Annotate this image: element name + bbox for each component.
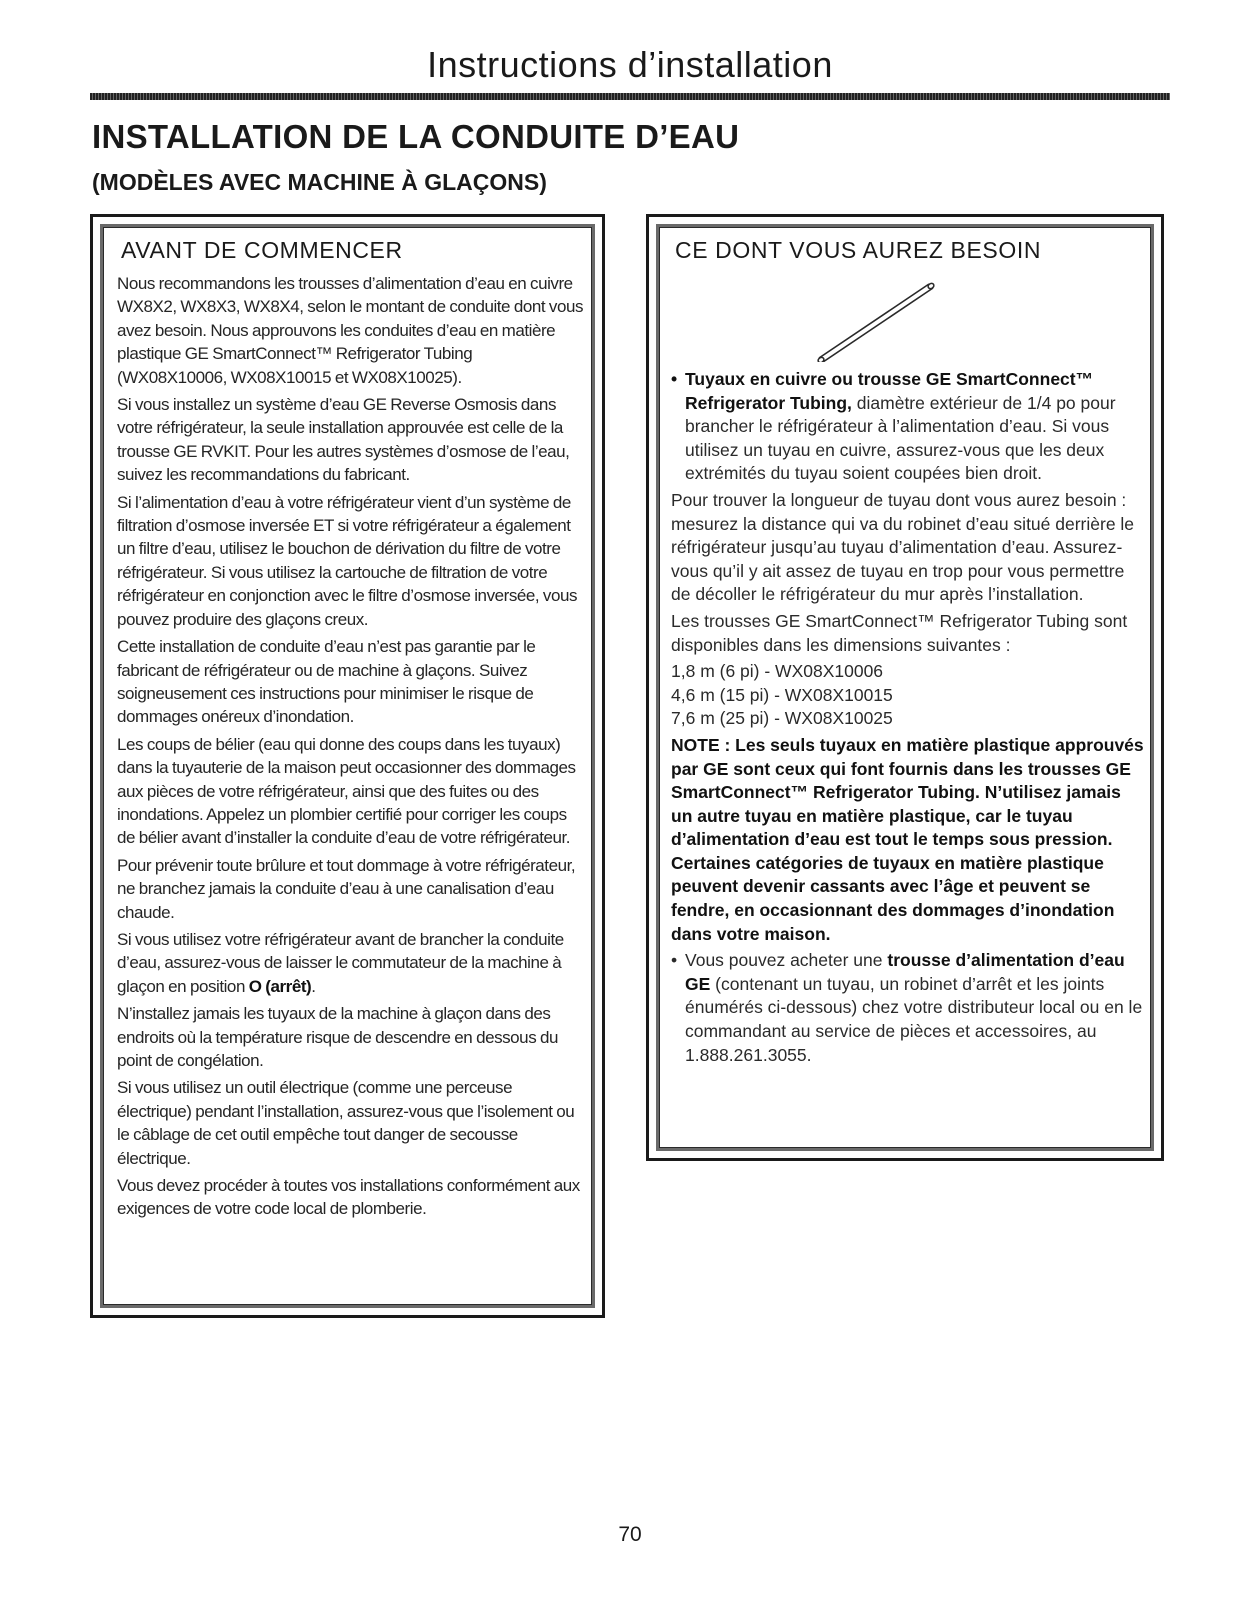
icemaker-switch-end: . xyxy=(311,976,316,996)
tube-length-paragraph: Pour trouver la longueur de tuyau dont vous aurez besoin : mesurez la distance qui va du robinet d’eau situé derrière le réfrigérateur jusqu’au tuyau d’alimentation d’eau. Assurez-vous qu’il y ait assez de tuyau en trop pour vous permettre de décoller le réfrigérateur du mur après l’installation. xyxy=(671,489,1135,605)
bullet-dot-icon: • xyxy=(671,369,678,389)
page-number: 70 xyxy=(618,1523,642,1546)
sizes-intro: Les trousses GE SmartConnect™ Refrigerator Tubing sont disponibles dans les dimensions suivantes : xyxy=(671,610,1128,655)
tubing-bullet-text: diamètre extérieur de 1/4 po pour brancher le réfrigérateur à l’alimentation d’eau. Si vous utilisez un tuyau en cuivre, assurez-vous que les deux extrémités du tuyau soient coupées bien droit. xyxy=(685,392,1116,484)
water-kit-pre: Vous pouvez acheter une xyxy=(685,950,883,971)
copper-tube-icon xyxy=(671,272,1151,362)
tube-illustration xyxy=(671,272,1145,362)
left-paragraph: Les coups de bélier (eau qui donne des coups dans les tuyaux) dans la tuyauterie de la maison peut occasionner des dommages aux pièces de votre réfrigérateur, ainsi que des fuites ou des inondations. Appelez un plombier certifié pour corriger les coups de bélier avant d’installer la conduite d’eau de votre réfrigérateur. xyxy=(117,734,576,848)
left-paragraph: Si vous utilisez un outil électrique (comme une perceuse électrique) pendant l’installation, assurez-vous que l’isolement ou le câblage de cet outil empêche tout danger de secousse électrique. xyxy=(117,1078,575,1168)
size-item: 4,6 m (15 pi) - WX08X10015 xyxy=(671,684,893,705)
left-paragraph: Si l’alimentation d’eau à votre réfrigérateur vient d’un système de filtration d’osmose inversée ET si votre réfrigérateur a également un filtre d’eau, utilisez le bouchon de dérivation du filtre de votre réfrigérateur. Si vous utilisez la cartouche de filtration de votre réfrigérateur en conjonction avec le filtre d’osmose inversée, vous pouvez produire des glaçons creux. xyxy=(117,492,578,629)
section-subtitle: (MODÈLES AVEC MACHINE À GLAÇONS) xyxy=(92,169,547,195)
icemaker-switch-paragraph xyxy=(117,928,584,998)
left-paragraph: Nous recommandons les trousses d’alimentation d’eau en cuivre WX8X2, WX8X3, WX8X4, selon le montant de conduite dont vous avez besoin. Nous approuvons les conduites d’eau en matière plastique GE SmartConnect™ Refrigerator Tubing (WX08X10006, WX08X10015 et WX08X10025). xyxy=(117,274,584,387)
left-paragraph: Vous devez procéder à toutes vos installations conformément aux exigences de votre code local de plomberie. xyxy=(117,1176,580,1219)
running-title: Instructions d’installation xyxy=(427,44,833,85)
size-item: 7,6 m (25 pi) - WX08X10025 xyxy=(671,708,893,729)
section-title: INSTALLATION DE LA CONDUITE D’EAU xyxy=(92,118,740,155)
size-item: 1,8 m (6 pi) - WX08X10006 xyxy=(671,661,884,682)
plastic-tubing-note: NOTE : Les seuls tuyaux en matière plastique approuvés par GE sont ceux qui font fournis dans les trousses GE SmartConnect™ Refrigerator Tubing. N’utilisez jamais un autre tuyau en matière plastique, car le tuyau d’alimentation d’eau est tout le temps sous pression. Certaines catégories de tuyaux en matière plastique peuvent devenir cassants avec l’âge et peuvent se fendre, en occasionnant des dommages d’inondation dans votre maison. xyxy=(671,734,1144,944)
left-paragraph: Pour prévenir toute brûlure et tout dommage à votre réfrigérateur, ne branchez jamais la conduite d’eau à une canalisation d’eau chaude. xyxy=(117,855,576,922)
left-paragraph: N’installez jamais les tuyaux de la machine à glaçon dans des endroits où la température risque de descendre en dessous du point de congélation. xyxy=(117,1004,559,1070)
header-rule xyxy=(90,93,1170,100)
tubing-bullet xyxy=(671,368,1145,486)
left-paragraph: Cette installation de conduite d’eau n’est pas garantie par le fabricant de réfrigérateur ou de machine à glaçons. Suivez soigneusement ces instructions pour minimiser le risque de dommages onéreux d’inondation. xyxy=(117,637,536,727)
icemaker-switch-text: Si vous utilisez votre réfrigérateur avant de brancher la conduite d’eau, assurez-vous de laisser le commutateur de la machine à glaçon en position xyxy=(117,929,564,996)
before-you-begin-box xyxy=(90,214,605,1318)
off-position-emphasis: O (arrêt) xyxy=(248,976,312,996)
left-paragraph: Si vous installez un système d’eau GE Reverse Osmosis dans votre réfrigérateur, la seule installation approuvée est celle de la trousse GE RVKIT. Pour les autres systèmes d’osmose de l’eau, suivez les recommandations du fabricant. xyxy=(117,395,570,485)
tubing-bullet-bold: Tuyaux en cuivre ou trousse GE SmartConnect™ Refrigerator Tubing, xyxy=(685,369,1094,413)
bullet-dot-icon: • xyxy=(671,950,678,971)
water-kit-bullet xyxy=(671,949,1145,1067)
water-kit-bold: trousse d’alimentation d’eau GE xyxy=(685,950,1125,994)
what-you-need-title: CE DONT VOUS AUREZ BESOIN xyxy=(675,237,1042,263)
what-you-need-box xyxy=(646,214,1164,1161)
water-kit-text: (contenant un tuyau, un robinet d’arrêt et les joints énumérés ci-dessous) chez votre distributeur local ou en le commandant au service de pièces et accessoires, au 1.888.261.3055. xyxy=(685,973,1143,1065)
before-you-begin-title: AVANT DE COMMENCER xyxy=(121,237,403,263)
